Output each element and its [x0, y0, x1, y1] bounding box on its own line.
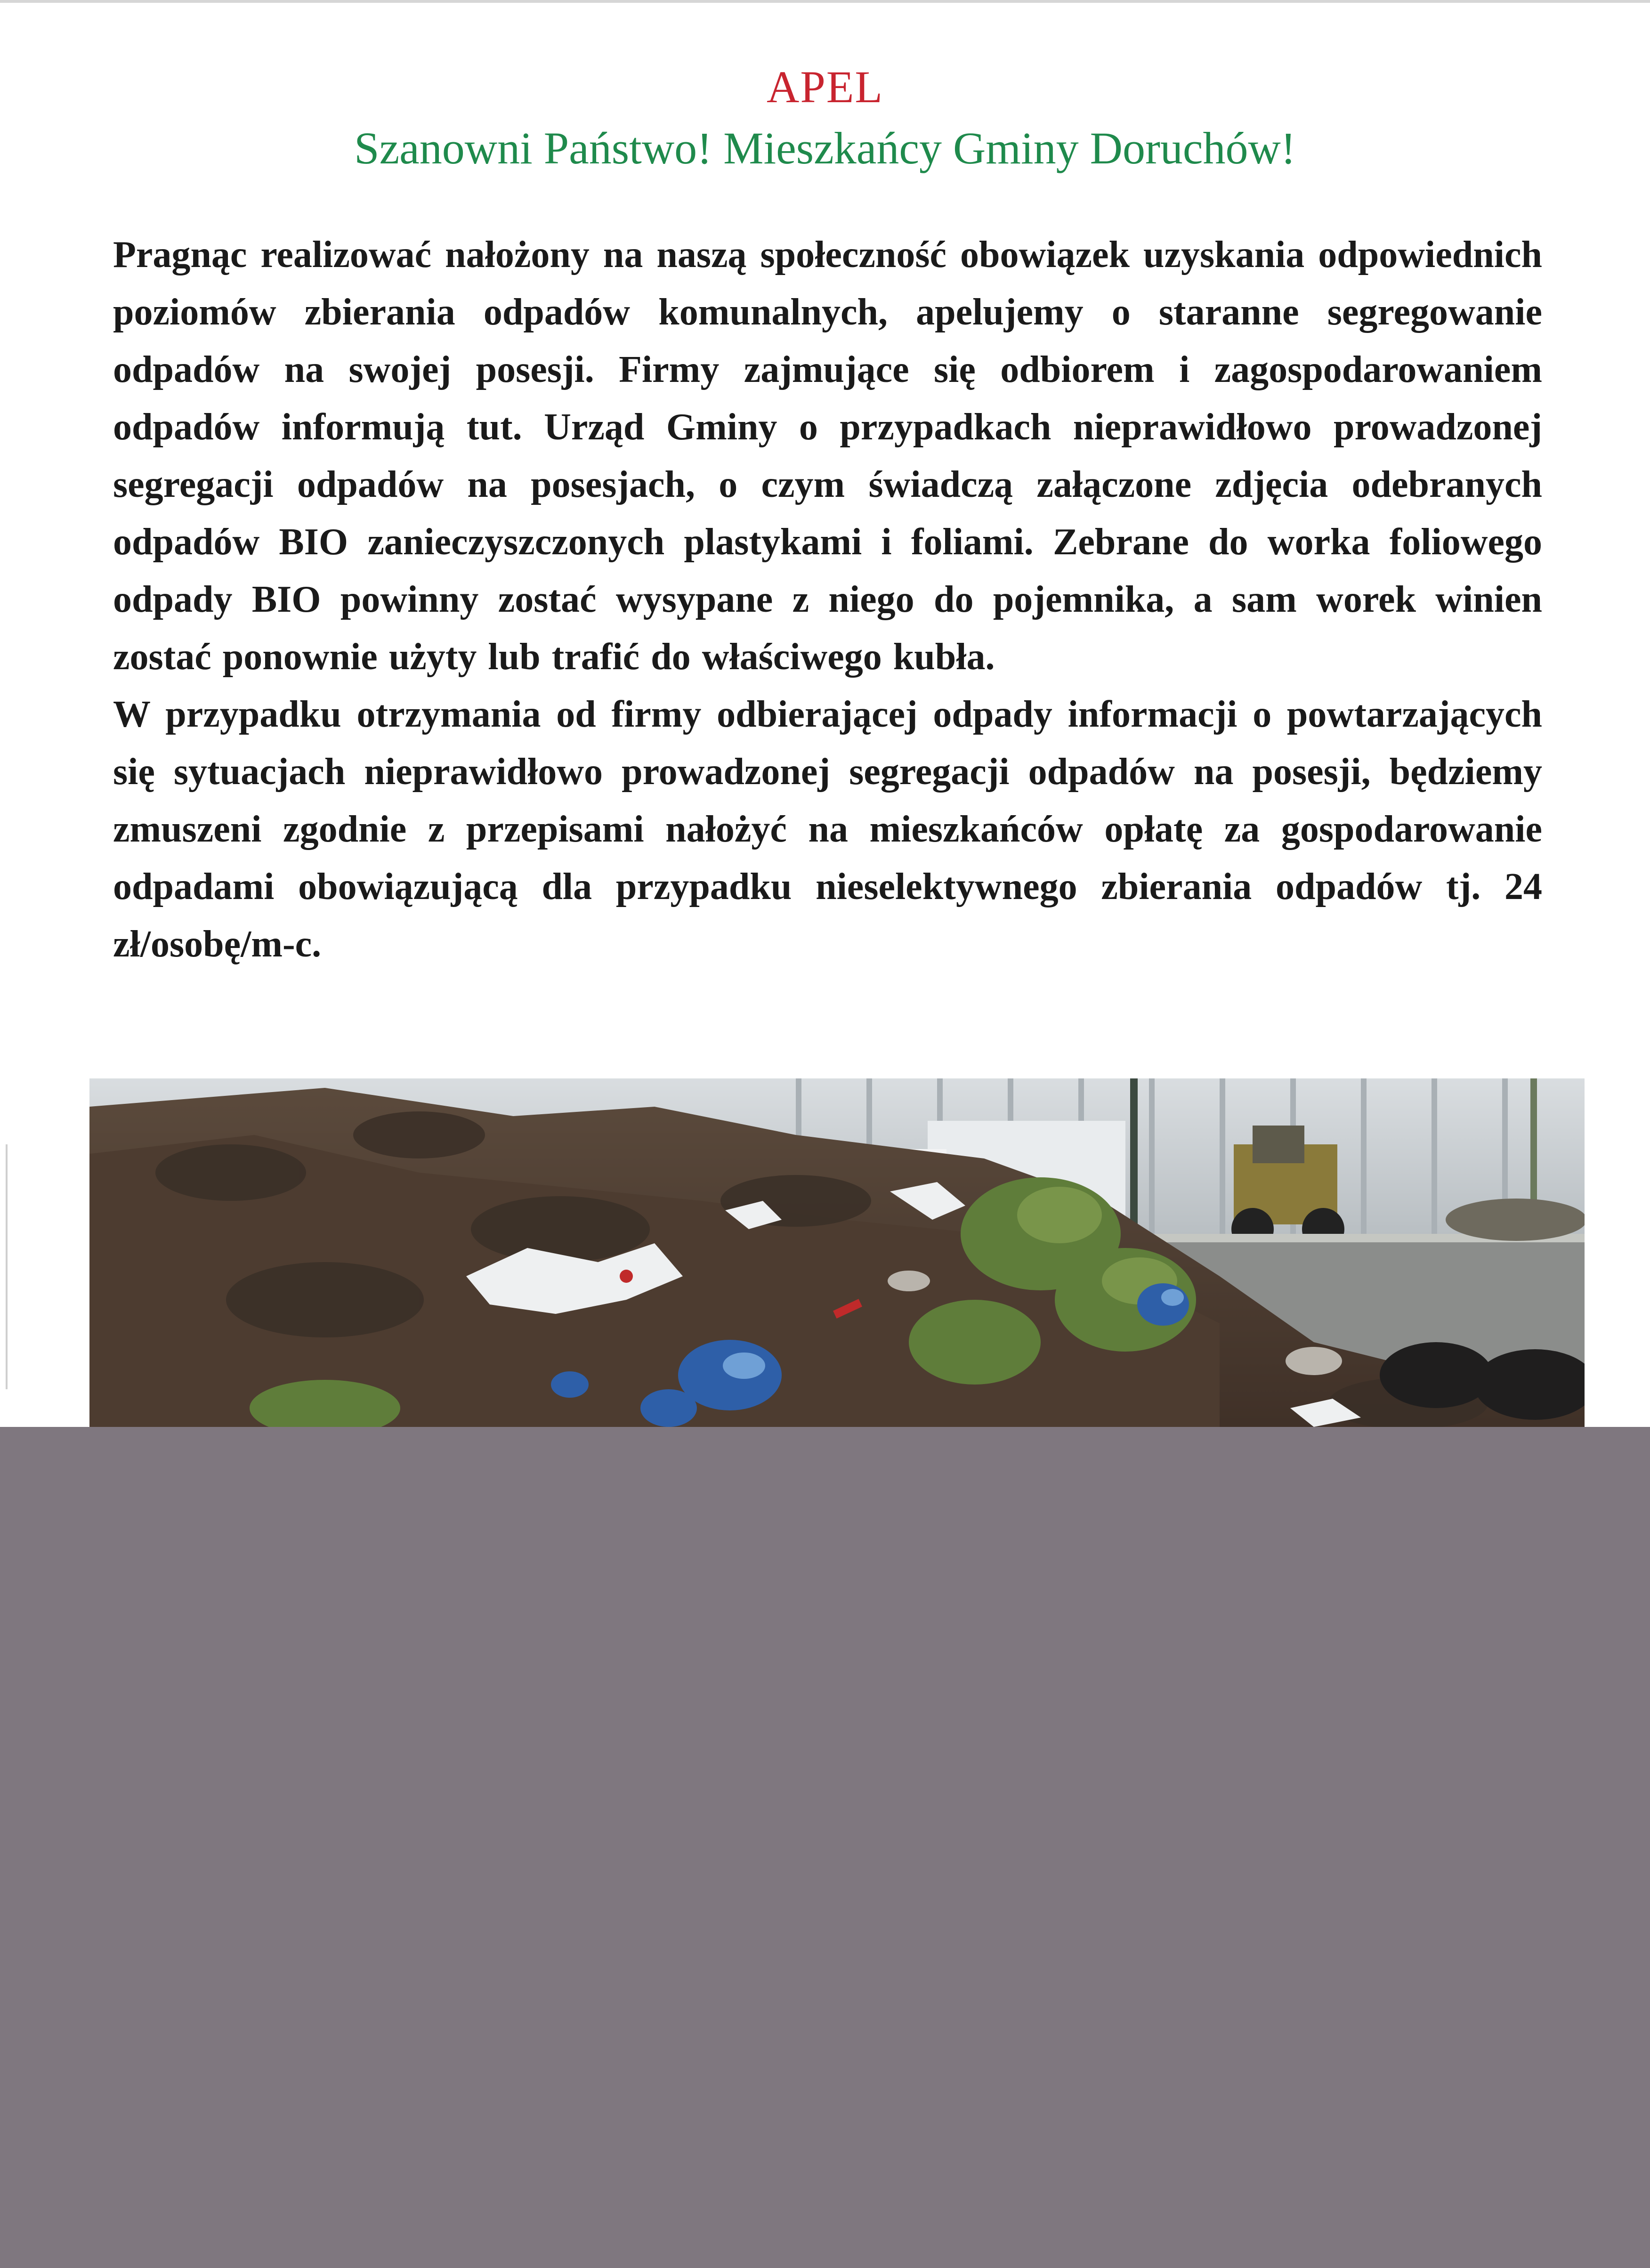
appeal-paragraph-1: Pragnąc realizować nałożony na naszą społeczność obowiązek uzyskania odpowiednich poziomów zbierania odpadów komunalnych, apelujemy o staranne segregowanie odpadów na swojej posesji. Firmy zajmujące się odbiorem i zagospodarowaniem odpadów informują tut. Urząd Gminy o przypadkach nieprawidłowo prowadzonej segregacji odpadów na posesjach, o czym świadczą załączone zdjęcia odebranych odpadów BIO zanieczyszczonych plastykami i foliami. Zebrane do worka foliowego odpady BIO powinny zostać wysypane z niego do pojemnika, a sam worek winien zostać ponownie użyty lub trafić do właściwego kubła.	[113, 234, 1542, 678]
grey-blank-panel	[0, 1427, 1650, 2268]
appeal-title: APEL	[767, 62, 883, 112]
appeal-paragraph-2: W przypadku otrzymania od firmy odbierającej odpady informacji o powtarzających się sytuacjach nieprawidłowo prowadzonej segregacji odpadów na posesji, będziemy zmuszeni zgodnie z przepisami nałożyć na mieszkańców opłatę za gospodarowanie odpadami obowiązującą dla przypadku nieselektywnego zbierania odpadów tj. 24 zł/osobę/m-c.	[113, 694, 1542, 965]
scan-edge-line	[0, 0, 1650, 3]
appeal-body	[113, 226, 1542, 1024]
scan-edge-mark	[6, 1144, 8, 1389]
appeal-subtitle: Szanowni Państwo! Mieszkańcy Gminy Doruchów!	[354, 123, 1296, 173]
waste-pile-photo	[89, 1078, 1585, 1436]
